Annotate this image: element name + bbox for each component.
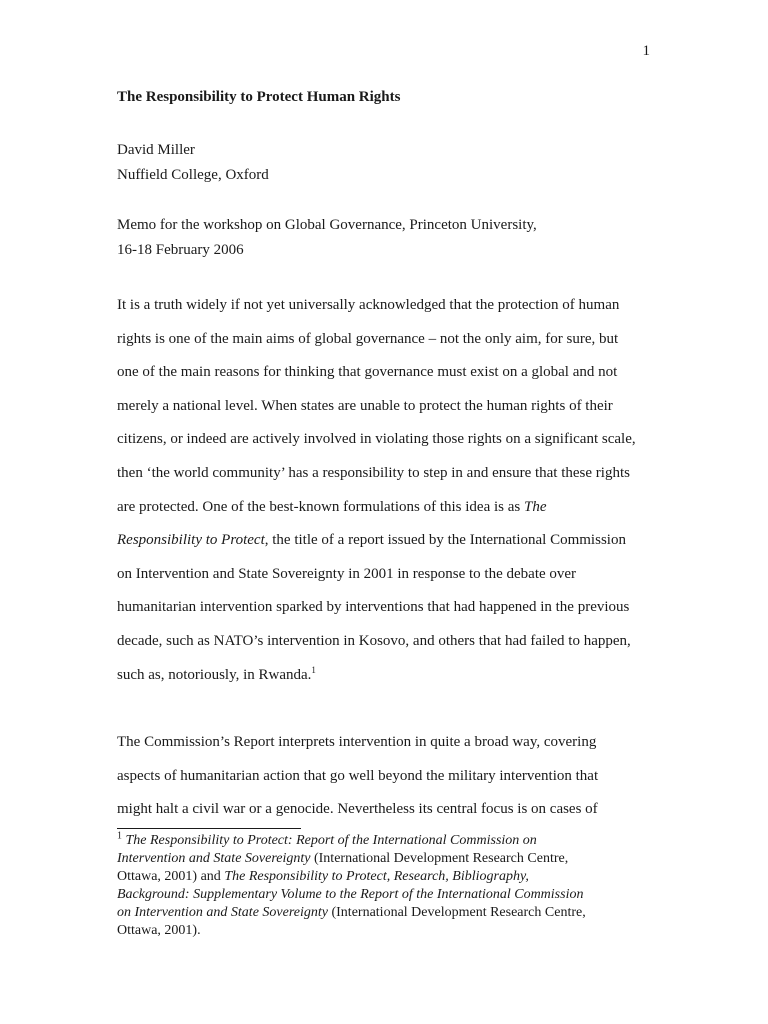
body-paragraph-1 — [117, 289, 657, 692]
memo-block — [117, 213, 537, 263]
paragraph-line: aspects of humanitarian action that go well beyond the military intervention that — [117, 767, 599, 784]
paragraph-line: on Intervention and State Sovereignty in 2001 in response to the debate over — [117, 565, 577, 582]
footnote-line — [117, 832, 657, 850]
footnote-line — [117, 886, 657, 904]
paragraph-line — [117, 524, 657, 558]
memo-line-2: 16-18 February 2006 — [117, 242, 244, 258]
footnote-line: Ottawa, 2001). — [117, 923, 201, 938]
paragraph-line: merely a national level. When states are unable to protect the human rights of their — [117, 397, 613, 414]
italic-title-segment: Background: Supplementary Volume to the Report of the International Commission — [117, 887, 584, 902]
paragraph-line: one of the main reasons for thinking that governance must exist on a global and not — [117, 364, 618, 381]
paragraph-line: citizens, or indeed are actively involved in violating those rights on a significant scale, — [117, 431, 636, 448]
italic-title-segment: The — [523, 498, 547, 515]
author-block — [117, 138, 269, 188]
italic-title-segment: Responsibility to Protect — [117, 532, 265, 549]
author-name: David Miller — [117, 142, 195, 158]
footnote-divider — [117, 828, 301, 829]
italic-title-segment: The Responsibility to Protect, Research, Bibliography, — [224, 869, 529, 884]
paragraph-line — [117, 659, 657, 693]
text-segment: (International Development Research Centre, — [327, 905, 586, 920]
paragraph-line: The Commission’s Report interprets intervention in quite a broad way, covering — [117, 734, 597, 750]
text-segment: , the title of a report issued by the International Commission — [264, 532, 626, 549]
memo-line-1: Memo for the workshop on Global Governance, Princeton University, — [117, 217, 537, 233]
document-title: The Responsibility to Protect Human Rights — [117, 89, 401, 105]
paragraph-line: It is a truth widely if not yet universally acknowledged that the protection of human — [117, 297, 620, 313]
italic-title-segment: on Intervention and State Sovereignty — [117, 905, 328, 920]
paragraph-line: humanitarian intervention sparked by interventions that had happened in the previous — [117, 599, 630, 616]
author-affiliation: Nuffield College, Oxford — [117, 167, 269, 183]
footnote-line — [117, 850, 657, 868]
body-paragraph-2 — [117, 726, 657, 827]
footnote-line — [117, 868, 657, 886]
footnote-line — [117, 904, 657, 922]
text-segment: (International Development Research Centre, — [310, 851, 569, 866]
footnote-mark: 1 — [117, 830, 122, 842]
paragraph-line: rights is one of the main aims of global governance – not the only aim, for sure, but — [117, 330, 619, 347]
footnote-1 — [117, 832, 657, 940]
text-segment: such as, notoriously, in Rwanda. — [117, 666, 312, 683]
page-number: 1 — [642, 43, 650, 59]
italic-title-segment: Intervention and State Sovereignty — [117, 851, 311, 866]
text-segment: Ottawa, 2001) and — [117, 869, 225, 884]
text-segment: are protected. One of the best-known formulations of this idea is as — [117, 498, 524, 515]
paragraph-line — [117, 491, 657, 525]
italic-title-segment: The Responsibility to Protect: Report of the International Commission on — [122, 833, 537, 848]
paragraph-line: might halt a civil war or a genocide. Nevertheless its central focus is on cases of — [117, 801, 598, 818]
paragraph-line: then ‘the world community’ has a responsibility to step in and ensure that these rights — [117, 464, 630, 481]
paragraph-line: decade, such as NATO’s intervention in Kosovo, and others that had failed to happen, — [117, 632, 631, 649]
footnote-reference[interactable]: 1 — [311, 664, 316, 675]
